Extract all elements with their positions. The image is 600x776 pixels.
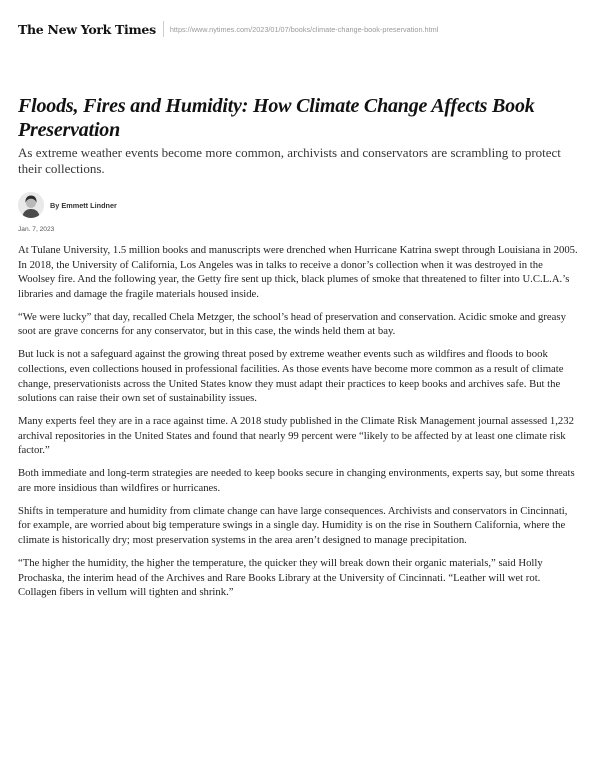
masthead [18,20,438,38]
article-paragraph: But luck is not a safeguard against the growing threat posed by extreme weather events such as wildfires and floods to book collections, even collections housed in professional facilities. As those events have become more common as a result of climate change, preservationists across the United States know they must adapt their practices to keep books and archives safe. But the solutions can raise their own set of sustainability issues. [18,348,564,405]
article-paragraph: At Tulane University, 1.5 million books and manuscripts were drenched when Hurricane Katrina swept through Louisiana in 2005. In 2018, the University of California, Los Angeles was in talks to receive a donor’s collection when it was destroyed in the Woolsey fire. And the following year, the Getty fire sent up thick, black plumes of smoke that threatened to filter into U.C.L.A.’s libraries and damage the fragile materials housed inside. [18,244,578,300]
nyt-logo[interactable]: The New York Times [18,21,156,37]
article-url[interactable]: https://www.nytimes.com/2023/01/07/books/climate-change-book-preservation.html [169,24,439,34]
article-paragraph: Many experts feel they are in a race against time. A 2018 study published in the Climate Risk Management journal assessed 1,232 archival repositories in the United States and found that nearly 99 percent were “likely to be affected by at least one climate risk factor.” [18,415,574,457]
article-paragraph: “We were lucky” that day, recalled Chela Metzger, the school’s head of preservation and conservation. Acidic smoke and greasy soot are grave concerns for any conservator, but in this case, the winds held them at bay. [18,310,566,338]
article-paragraph: Both immediate and long-term strategies are needed to keep books secure in changing environments, experts say, but some threats are more insidious than wildfires or hurricanes. [18,467,575,494]
article-paragraph: “The higher the humidity, the higher the temperature, the quicker they will break down their organic materials,” said Holly Prochaska, the interim head of the Archives and Rare Books Library at the University of Cincinnati. “Leather will wet rot. Collagen fibers in vellum will tighten and shrink.” [18,557,543,599]
headline: Floods, Fires and Humidity: How Climate Change Affects Book Preservation [18,95,535,141]
article-body [18,243,580,608]
author-avatar-icon[interactable] [18,192,44,218]
masthead-divider [163,21,164,37]
article-paragraph: Shifts in temperature and humidity from climate change can have large consequences. Archivists and conservators in Cincinnati, for example, are worried about big temperature swings in a single day. Humidity is on the rise in Southern California, where the climate is historically dry; most preservation systems in the area aren’t designed to manage precipitation. [18,504,568,547]
summary: As extreme weather events become more common, archivists and conservators are scrambling to protect their collections. [18,145,561,176]
publish-date: Jan. 7, 2023 [18,226,55,233]
author-name[interactable]: By Emmett Lindner [50,200,117,210]
byline [18,192,117,218]
